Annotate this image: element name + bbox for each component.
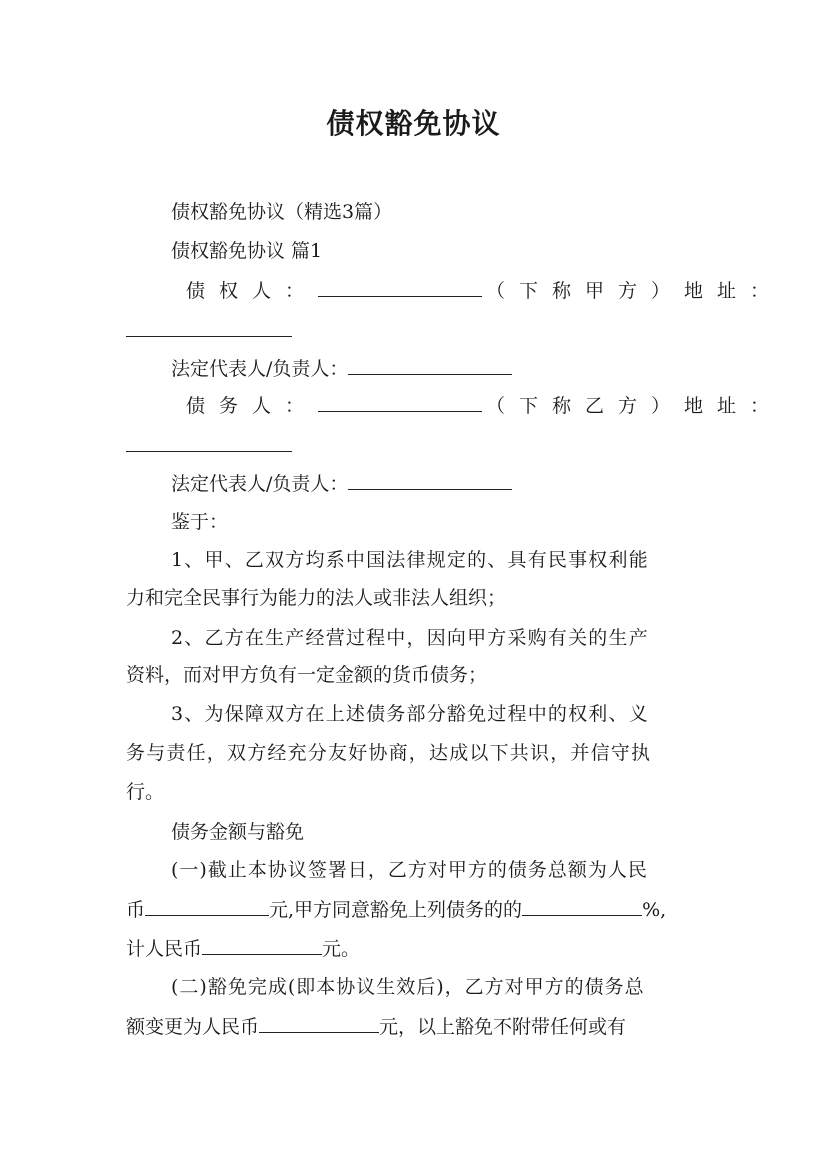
clause1-line1: 1、甲、乙双方均系中国法律规定的、具有民事权利能 [171, 549, 649, 571]
item2-line2 [126, 1014, 626, 1039]
percent-blank [522, 897, 642, 916]
debtor-name-blank [318, 393, 482, 412]
creditor-address-line [126, 318, 292, 343]
clause1-line2: 力和完全民事行为能力的法人或非法人组织； [126, 587, 507, 609]
creditor-suffix: （下称甲方）地址： [486, 280, 784, 302]
clause2-line2: 资料，而对甲方负有一定金额的货币债务； [126, 664, 488, 686]
clause3-line3: 行。 [126, 781, 165, 803]
item1-line2 [126, 897, 666, 922]
debtor-rep-blank [348, 471, 512, 490]
item1-line3-a: 计人民币 [126, 938, 203, 960]
clause3-line2: 务与责任，双方经充分友好协商，达成以下共识，并信守执 [126, 742, 652, 764]
subtitle: 债权豁免协议（精选3篇） [171, 201, 393, 223]
creditor-address-blank [126, 318, 292, 337]
whereas: 鉴于： [171, 511, 229, 533]
creditor-label: 债权人： [186, 280, 319, 302]
item2-line2-b: 元，以上豁免不附带任何或有 [379, 1016, 627, 1038]
debtor-rep-label: 法定代表人/负责人： [171, 473, 349, 495]
amount-total-blank [145, 897, 269, 916]
item1-line1: (一)截止本协议签署日，乙方对甲方的债务总额为人民 [171, 859, 648, 881]
debtor-address-line [126, 433, 292, 458]
creditor-rep-blank [348, 356, 512, 375]
item1-line3-b: 元。 [322, 938, 361, 960]
heading-amount: 债务金额与豁免 [171, 821, 305, 843]
amount-waived-blank [202, 936, 322, 955]
document-title: 债权豁免协议 [326, 107, 501, 140]
debtor-label: 债务人： [186, 395, 319, 417]
clause2-line1: 2、乙方在生产经营过程中，因向甲方采购有关的生产 [171, 627, 649, 649]
item2-line1: (二)豁免完成(即本协议生效后)，乙方对甲方的债务总 [171, 976, 645, 998]
item2-line2-a: 额变更为人民币 [126, 1016, 260, 1038]
section-heading: 债权豁免协议 篇1 [171, 240, 323, 262]
creditor-rep-line [171, 356, 512, 381]
debtor-rep-line [171, 471, 512, 496]
creditor-name-blank [318, 278, 482, 297]
debtor-line [186, 393, 783, 418]
creditor-line [186, 278, 783, 303]
item1-line2-b: 元,甲方同意豁免上列债务的的 [269, 899, 523, 921]
item1-line3 [126, 936, 360, 961]
clause3-line1: 3、为保障双方在上述债务部分豁免过程中的权利、义 [171, 703, 649, 725]
item1-line2-c: %, [642, 899, 667, 921]
item1-line2-a: 币 [126, 899, 146, 921]
debtor-address-blank [126, 433, 292, 452]
debtor-suffix: （下称乙方）地址： [486, 395, 784, 417]
creditor-rep-label: 法定代表人/负责人： [171, 358, 349, 380]
amount-remaining-blank [259, 1014, 379, 1033]
